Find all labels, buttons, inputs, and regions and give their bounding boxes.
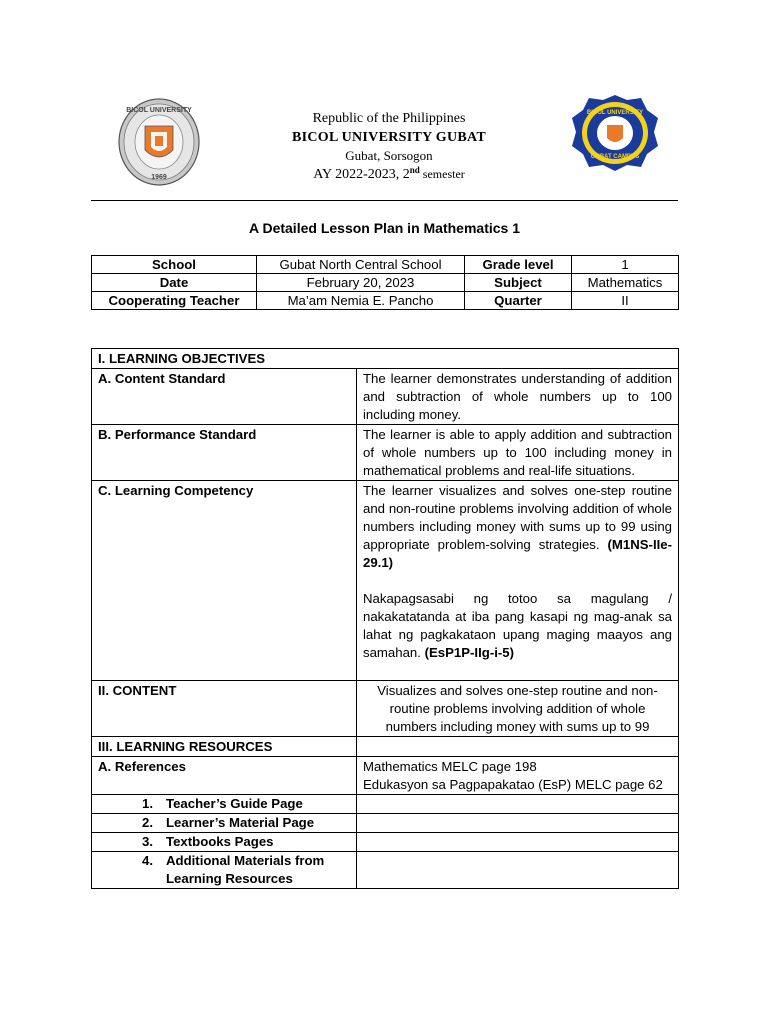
textbooks-label bbox=[92, 833, 357, 852]
svg-text:BICOL UNIVERSITY: BICOL UNIVERSITY bbox=[126, 107, 192, 114]
header-divider bbox=[91, 200, 678, 201]
learning-resources-empty-cell bbox=[357, 737, 679, 757]
content-row bbox=[92, 681, 679, 737]
content-text: Visualizes and solves one-step routine and non-routine problems involving addition of whole numbers including money with sums up to 99 bbox=[357, 681, 679, 737]
academic-year bbox=[180, 165, 598, 184]
school-label: School bbox=[92, 256, 257, 274]
textbooks-row bbox=[92, 833, 679, 852]
item-number: 4. bbox=[142, 853, 153, 868]
svg-text:GUBAT CAMPUS: GUBAT CAMPUS bbox=[590, 154, 640, 160]
item-label: Additional Materials from Learning Resources bbox=[166, 853, 325, 886]
learning-competency-label: C. Learning Competency bbox=[92, 481, 357, 681]
additional-materials-value bbox=[357, 852, 679, 889]
item-number: 3. bbox=[142, 834, 153, 849]
references-label: A. References bbox=[92, 757, 357, 795]
learners-material-value bbox=[357, 814, 679, 833]
competency-text-math: The learner visualizes and solves one-step routine and non-routine problems involving addition of whole numbers including money with sums up to 99 using appropriate problem-solving strategies. bbox=[363, 483, 673, 552]
school-value: Gubat North Central School bbox=[257, 256, 465, 274]
content-standard-row bbox=[92, 369, 679, 425]
competency-paragraph-esp bbox=[363, 590, 672, 662]
paragraph-gap bbox=[363, 662, 672, 680]
performance-standard-text: The learner is able to apply addition and subtraction of whole numbers up to 100 including money in mathematical problems and real-life situations. bbox=[357, 425, 679, 481]
performance-standard-label: B. Performance Standard bbox=[92, 425, 357, 481]
item-label: Teacher’s Guide Page bbox=[166, 796, 303, 811]
learning-competency-cell bbox=[357, 481, 679, 681]
republic-line: Republic of the Philippines bbox=[312, 111, 466, 126]
content-standard-text: The learner demonstrates understanding of addition and subtraction of whole numbers up to 100 including money. bbox=[357, 369, 679, 425]
svg-text:1969: 1969 bbox=[151, 174, 167, 181]
learners-material-label bbox=[92, 814, 357, 833]
performance-standard-row bbox=[92, 425, 679, 481]
grade-level-value: 1 bbox=[572, 256, 679, 274]
academic-year-suffix: semester bbox=[419, 167, 465, 181]
competency-code-esp: (EsP1P-IIg-i-5) bbox=[424, 645, 514, 660]
grade-level-label: Grade level bbox=[465, 256, 572, 274]
item-number: 2. bbox=[142, 815, 153, 830]
academic-year-ordinal: nd bbox=[409, 165, 420, 175]
item-label: Learner’s Material Page bbox=[166, 815, 315, 830]
additional-materials-row bbox=[92, 852, 679, 889]
academic-year-prefix: AY 2022-2023, 2 bbox=[313, 167, 410, 182]
lesson-plan-table bbox=[91, 348, 679, 889]
references-cell bbox=[357, 757, 679, 795]
content-label: II. CONTENT bbox=[92, 681, 357, 737]
subject-value: Mathematics bbox=[572, 274, 679, 292]
learning-objectives-heading: I. LEARNING OBJECTIVES bbox=[92, 349, 679, 369]
additional-materials-label bbox=[92, 852, 357, 889]
lesson-info-table bbox=[91, 255, 679, 310]
teachers-guide-label bbox=[92, 795, 357, 814]
resources-heading-row bbox=[92, 737, 679, 757]
competency-code-math: (M1NS-IIe-29.1) bbox=[363, 537, 673, 570]
content-standard-label: A. Content Standard bbox=[92, 369, 357, 425]
objectives-heading-row bbox=[92, 349, 679, 369]
competency-paragraph-math bbox=[363, 482, 672, 572]
date-value: February 20, 2023 bbox=[257, 274, 465, 292]
reference-esp: Edukasyon sa Pagpapakatao (EsP) MELC page 62 bbox=[363, 777, 663, 792]
teachers-guide-row bbox=[92, 795, 679, 814]
svg-text:BICOL UNIVERSITY: BICOL UNIVERSITY bbox=[586, 110, 644, 116]
references-row bbox=[92, 757, 679, 795]
document-title: A Detailed Lesson Plan in Mathematics 1 bbox=[248, 220, 520, 236]
item-label: Textbooks Pages bbox=[166, 834, 274, 849]
additional-materials-wrap bbox=[142, 852, 350, 888]
university-name: BICOL UNIVERSITY GUBAT bbox=[291, 130, 487, 145]
info-row-date bbox=[92, 274, 679, 292]
info-row-teacher bbox=[92, 292, 679, 310]
textbooks-value bbox=[357, 833, 679, 852]
learning-resources-heading: III. LEARNING RESOURCES bbox=[92, 737, 357, 757]
competency-text-esp: Nakapagsasabi ng totoo sa magulang / nakakatatanda at iba pang kasapi ng mag-anak sa lahat ng pagkakataon upang maging maayos ang samahan. bbox=[363, 591, 673, 660]
campus-location: Gubat, Sorsogon bbox=[345, 148, 433, 163]
learning-competency-row bbox=[92, 481, 679, 681]
document-header bbox=[180, 110, 598, 184]
subject-label: Subject bbox=[465, 274, 572, 292]
paragraph-gap bbox=[363, 572, 672, 590]
teachers-guide-value bbox=[357, 795, 679, 814]
item-number: 1. bbox=[142, 796, 153, 811]
quarter-value: II bbox=[572, 292, 679, 310]
learners-material-row bbox=[92, 814, 679, 833]
date-label: Date bbox=[92, 274, 257, 292]
quarter-label: Quarter bbox=[465, 292, 572, 310]
cooperating-teacher-label: Cooperating Teacher bbox=[92, 292, 257, 310]
info-row-school bbox=[92, 256, 679, 274]
reference-math: Mathematics MELC page 198 bbox=[363, 759, 537, 774]
cooperating-teacher-value: Ma’am Nemia E. Pancho bbox=[257, 292, 465, 310]
